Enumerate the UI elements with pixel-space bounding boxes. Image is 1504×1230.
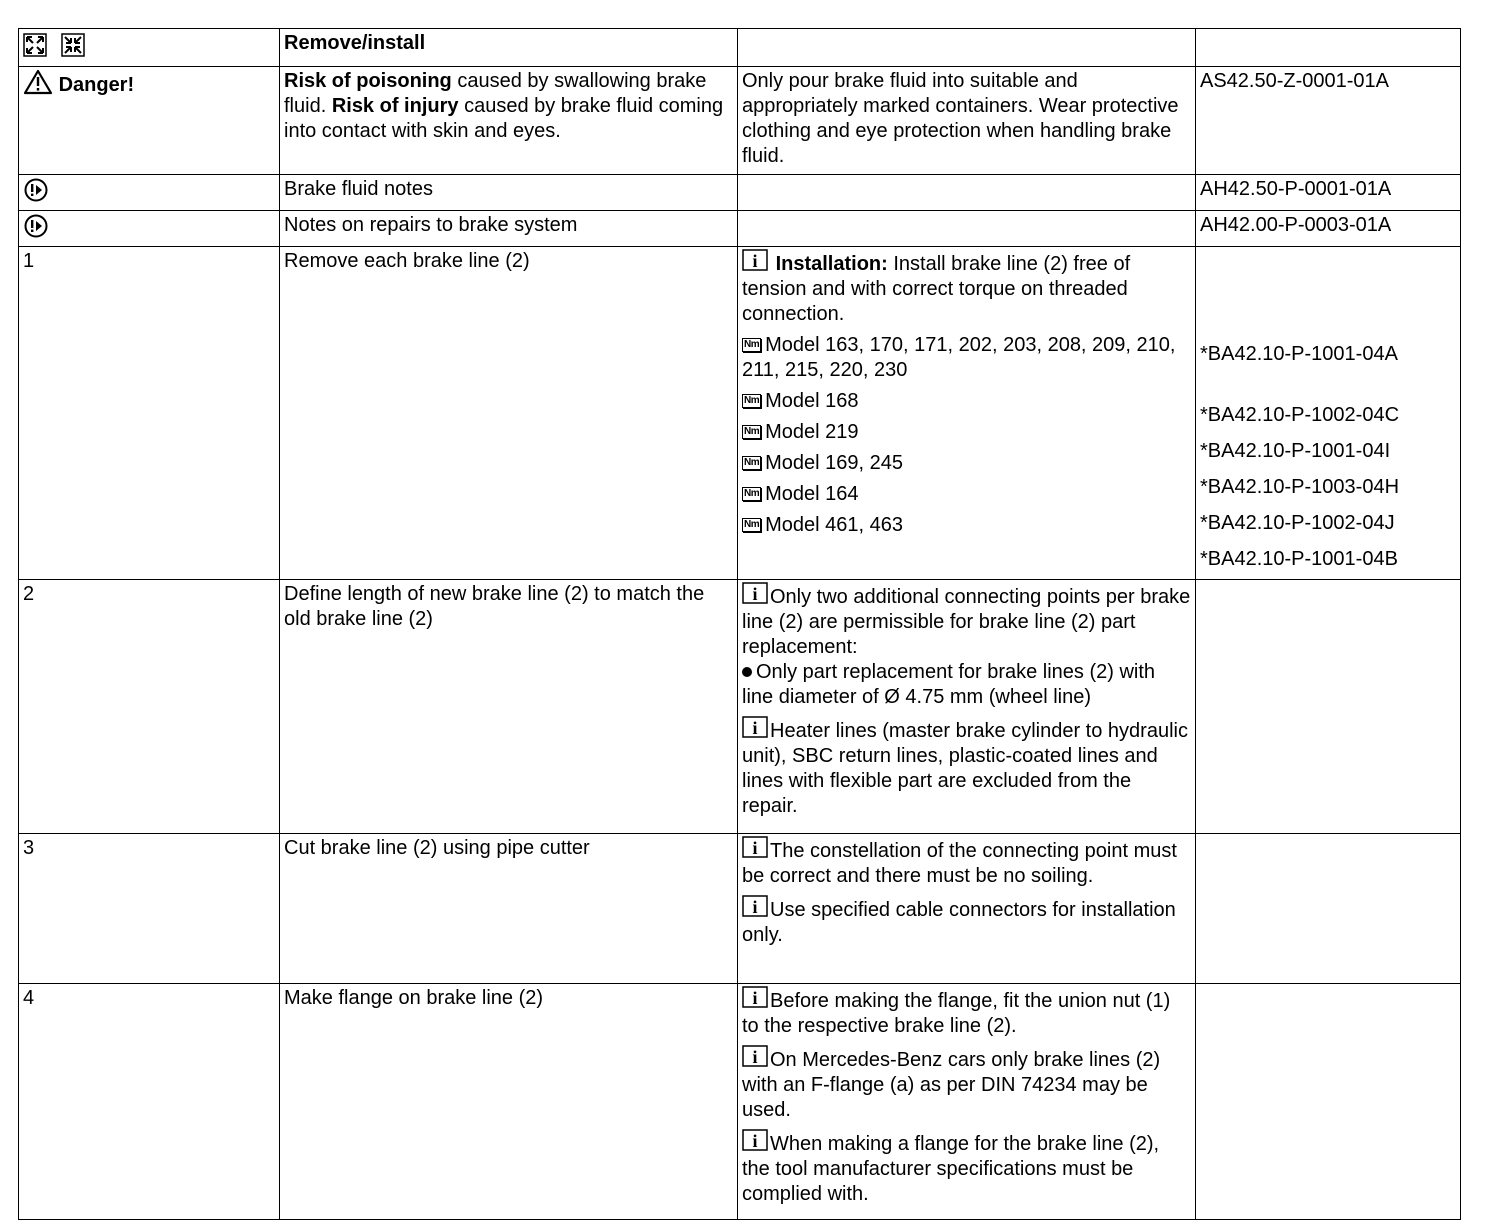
torque-item: Nm Model 169, 245	[744, 452, 904, 474]
danger-label-cell	[19, 67, 280, 175]
danger-row	[19, 67, 1461, 175]
risk-injury-text: caused by brake fluid coming into contact with skin and eyes.	[284, 95, 724, 142]
step-action: Make flange on brake line (2)	[280, 984, 738, 1220]
step-action: Remove each brake line (2)	[280, 247, 738, 580]
warning-triangle-icon	[23, 69, 53, 95]
collapse-icon[interactable]	[61, 33, 85, 57]
torque-ref[interactable]: *BA42.10-P-1001-04B	[1200, 548, 1398, 570]
info-icon	[742, 1045, 770, 1069]
installation-text: Install brake line (2) free of tension and with correct torque on threaded connection.	[742, 253, 1131, 325]
note-row	[19, 175, 1461, 211]
info-icon	[742, 582, 770, 606]
torque-ref[interactable]: *BA42.10-P-1002-04J	[1200, 512, 1395, 534]
torque-item: Nm Model 461, 463	[744, 514, 904, 536]
expand-icon[interactable]	[23, 33, 47, 57]
step-number: 1	[19, 247, 280, 580]
step-action: Cut brake line (2) using pipe cutter	[280, 834, 738, 984]
danger-ref[interactable]: AS42.50-Z-0001-01A	[1196, 67, 1461, 175]
torque-icon: Nm	[744, 488, 760, 499]
note-ref[interactable]: AH42.00-P-0003-01A	[1196, 211, 1461, 247]
step-number: 3	[19, 834, 280, 984]
step-notes	[738, 247, 1196, 580]
step-notes: i Before making the flange, fit the union nut (1) to the respective brake line (2). i On Mercedes-Benz cars only brake lines (2) with an F-flange (a) as per DIN 74234 may be used. i When making a flange for the brake line (2), the tool manufacturer specifications must be complied with.	[738, 984, 1196, 1220]
risk-poisoning-text: caused by swallowing brake fluid.	[284, 70, 707, 117]
note-arrow-icon	[23, 177, 49, 203]
note-text: Brake fluid notes	[280, 175, 738, 211]
bullet-icon	[742, 667, 752, 677]
note-text: Notes on repairs to brake system	[280, 211, 738, 247]
torque-item: Nm Model 163, 170, 171, 202, 203, 208, 209, 210, 211, 215, 220, 230	[742, 334, 1176, 381]
torque-icon: Nm	[744, 395, 760, 406]
svg-text:i: i	[752, 988, 758, 1008]
header-icons-cell	[19, 29, 280, 67]
header-title: Remove/install	[280, 29, 738, 67]
step-number: 2	[19, 580, 280, 834]
info-icon	[742, 836, 770, 860]
danger-label: Danger!	[58, 74, 135, 96]
info-icon	[742, 716, 770, 740]
step-row	[19, 834, 1461, 984]
danger-risk-cell	[280, 67, 738, 175]
step-row	[19, 247, 1461, 580]
info-icon	[742, 986, 770, 1010]
torque-icon: Nm	[744, 426, 760, 437]
torque-icon: Nm	[744, 519, 760, 530]
risk-poisoning: Risk of poisoning	[284, 70, 452, 92]
info-icon	[742, 895, 770, 919]
torque-item: Nm Model 164	[744, 483, 859, 505]
danger-measure-cell: Only pour brake fluid into suitable and appropriately marked containers. Wear protective clothing and eye protection when handling brake fluid.	[738, 67, 1196, 175]
svg-text:i: i	[752, 897, 758, 917]
step-row	[19, 984, 1461, 1220]
torque-item: Nm Model 168	[744, 390, 859, 412]
info-icon	[742, 1129, 770, 1153]
torque-item: Nm Model 219	[744, 421, 859, 443]
svg-text:i: i	[752, 1131, 758, 1151]
svg-text:i: i	[752, 584, 758, 604]
note-row	[19, 211, 1461, 247]
header-row	[19, 29, 1461, 67]
note-arrow-icon	[23, 213, 49, 239]
step-notes: i Only two additional connecting points per brake line (2) are permissible for brake line (2) part replacement: Only part replacement for brake lines (2) with line diameter of Ø 4.75 mm (wheel line) i Heater lines (master brake cylinder to hydraulic unit), SBC return lines, plastic-coated lines and lines with flexible part are excluded from the repair.	[738, 580, 1196, 834]
svg-text:i: i	[752, 1047, 758, 1067]
torque-icon: Nm	[744, 339, 760, 350]
svg-text:i: i	[752, 838, 758, 858]
step-number: 4	[19, 984, 280, 1220]
step-row	[19, 580, 1461, 834]
step-notes: i The constellation of the connecting point must be correct and there must be no soiling. i Use specified cable connectors for installation only.	[738, 834, 1196, 984]
torque-icon: Nm	[744, 457, 760, 468]
note-ref[interactable]: AH42.50-P-0001-01A	[1196, 175, 1461, 211]
torque-ref[interactable]: *BA42.10-P-1001-04A	[1200, 343, 1398, 365]
installation-label: Installation:	[775, 253, 888, 275]
svg-text:i: i	[752, 718, 758, 738]
risk-injury: Risk of injury	[331, 95, 459, 117]
info-icon	[742, 249, 770, 273]
step-action: Define length of new brake line (2) to match the old brake line (2)	[280, 580, 738, 834]
torque-ref[interactable]: *BA42.10-P-1003-04H	[1200, 476, 1400, 498]
torque-ref[interactable]: *BA42.10-P-1002-04C	[1200, 404, 1400, 426]
procedure-table	[18, 28, 1461, 1220]
torque-ref[interactable]: *BA42.10-P-1001-04I	[1200, 440, 1391, 462]
svg-text:i: i	[752, 251, 758, 271]
step-refs	[1196, 247, 1461, 580]
